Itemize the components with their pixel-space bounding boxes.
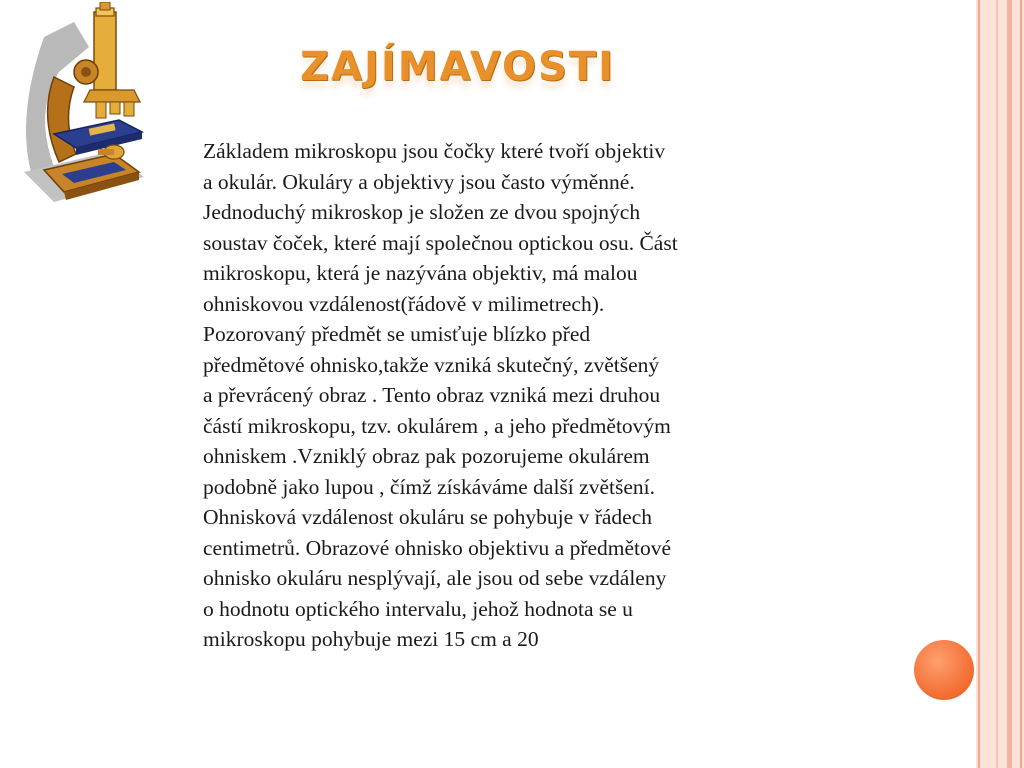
right-border-band <box>976 0 1024 768</box>
slide-title: ZAJÍMAVOSTI <box>300 44 616 90</box>
border-stripe <box>978 0 980 768</box>
body-paragraph: Základem mikroskopu jsou čočky které tvoří objektiv a okulár. Okuláry a objektivy jsou často výměnné. Jednoduchý mikroskop je složen ze dvou spojných soustav čoček, které mají společnou optickou osu. Část mikroskopu, která je nazývána objektiv, má malou ohniskovou vzdálenost(řádově v milimetrech). Pozorovaný předmět se umisťuje blízko před předmětové ohnisko,takže vzniká skutečný, zvětšený a převrácený obraz . Tento obraz vzniká mezi druhou částí mikroskopu, tzv. okulárem , a jeho předmětovým ohniskem .Vzniklý obraz pak pozorujeme okulárem podobně jako lupou , čímž získáváme další zvětšení. Ohnisková vzdálenost okuláru se pohybuje v řádech centimetrů. Obrazové ohnisko objektivu a předmětové ohnisko okuláru nesplývají, ale jsou od sebe vzdáleny o hodnotu optického intervalu, jehož hodnota se u mikroskopu pohybuje mezi 15 cm a 20 <box>203 139 678 651</box>
decorative-orb <box>914 640 974 700</box>
microscope-icon <box>14 2 154 212</box>
border-stripe <box>996 0 998 768</box>
border-stripe <box>1007 0 1012 768</box>
border-stripe <box>1020 0 1022 768</box>
